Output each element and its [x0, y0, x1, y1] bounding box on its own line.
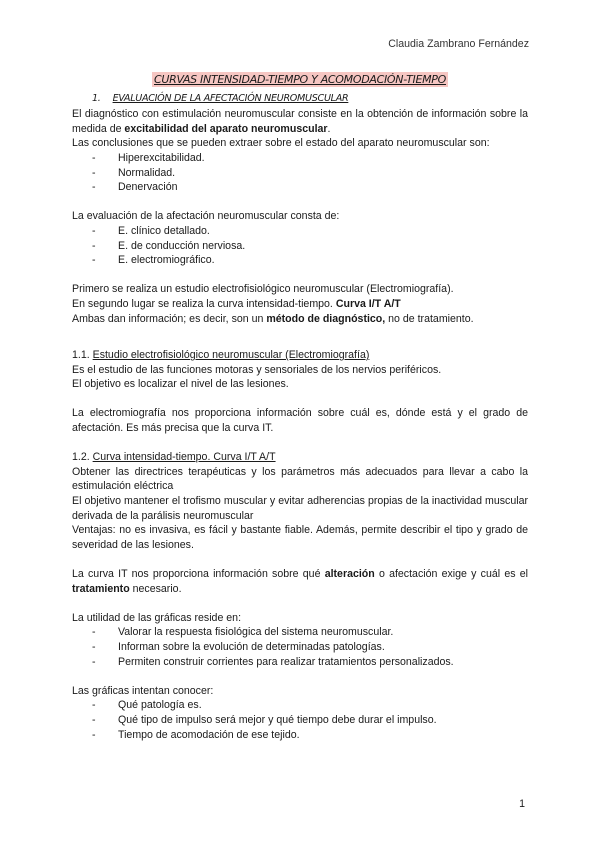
list-conclusiones: [72, 151, 528, 195]
paragraph-diagnostico: El diagnóstico con estimulación neuromuscular consiste en la obtención de información sobre la medida de excitabilidad del aparato neuromuscular.: [72, 108, 528, 135]
list-item: - Qué patología es.: [92, 698, 528, 713]
document-title: CURVAS INTENSIDAD-TIEMPO Y ACOMODACIÓN-TIEMPO: [154, 73, 446, 86]
paragraph-objetivo-lesiones: El objetivo es localizar el nivel de las lesiones.: [72, 378, 289, 391]
page-number: 1: [519, 798, 525, 810]
list-item: - Denervación: [92, 180, 528, 195]
author-name: Claudia Zambrano Fernández: [388, 38, 529, 50]
paragraph-estudio: Es el estudio de las funciones motoras y sensoriales de los nervios periféricos.: [72, 363, 442, 376]
list-utilidad: [72, 625, 528, 669]
list-item: - Tiempo de acomodación de ese tejido.: [92, 728, 528, 743]
document-body: [72, 73, 528, 742]
paragraph-ambas: Ambas dan información; es decir, son un método de diagnóstico, no de tratamiento.: [72, 312, 474, 325]
paragraph-primero: Primero se realiza un estudio electrofisiológico neuromuscular (Electromiografía).: [72, 283, 454, 296]
paragraph-graficas: Las gráficas intentan conocer:: [72, 684, 214, 697]
paragraph-utilidad: La utilidad de las gráficas reside en:: [72, 611, 242, 624]
list-item: - Valorar la respuesta fisiológica del sistema neuromuscular.: [92, 625, 528, 640]
paragraph-ventajas: Ventajas: no es invasiva, es fácil y bastante fiable. Además, permite describir el tipo y grado de severidad de las lesiones.: [72, 524, 528, 551]
list-evaluacion: [72, 224, 528, 268]
paragraph-conclusiones: Las conclusiones que se pueden extraer sobre el estado del aparato neuromuscular son:: [72, 137, 490, 150]
section-heading-1: 1. EVALUACIÓN DE LA AFECTACIÓN NEUROMUSCULAR: [92, 92, 349, 104]
paragraph-directrices: Obtener las directrices terapéuticas y los parámetros más adecuados para llevar a cabo la estimulación eléctrica: [72, 465, 528, 493]
list-graficas: [72, 698, 528, 742]
paragraph-segundo: En segundo lugar se realiza la curva intensidad-tiempo. Curva I/T A/T: [72, 297, 401, 310]
list-item: - E. electromiográfico.: [92, 253, 528, 268]
list-item: - Qué tipo de impulso será mejor y qué tiempo debe durar el impulso.: [92, 713, 528, 728]
paragraph-electromiografia: La electromiografía nos proporciona información sobre cuál es, dónde está y el grado de afectación. Es más precisa que la curva IT.: [72, 407, 528, 435]
section-heading-1-2: 1.2. Curva intensidad-tiempo. Curva I/T A/T: [72, 451, 276, 464]
list-item: - Informan sobre la evolución de determinadas patologías.: [92, 640, 528, 655]
paragraph-trofismo: El objetivo mantener el trofismo muscular y evitar adherencias propias de la inactividad muscular derivada de la parálisis neuromuscular: [72, 495, 528, 522]
list-item: - Normalidad.: [92, 166, 528, 181]
list-item: - Hiperexcitabilidad.: [92, 151, 528, 166]
list-item: - Permiten construir corrientes para realizar tratamientos personalizados.: [92, 655, 528, 670]
paragraph-curva-it: La curva IT nos proporciona información sobre qué alteración o afectación exige y cuál es el tratamiento necesario.: [72, 568, 528, 595]
paragraph-evaluacion: La evaluación de la afectación neuromuscular consta de:: [72, 210, 340, 223]
section-heading-1-1: 1.1. Estudio electrofisiológico neuromuscular (Electromiografía): [72, 349, 370, 362]
list-item: - E. clínico detallado.: [92, 224, 528, 239]
list-item: - E. de conducción nerviosa.: [92, 239, 528, 254]
